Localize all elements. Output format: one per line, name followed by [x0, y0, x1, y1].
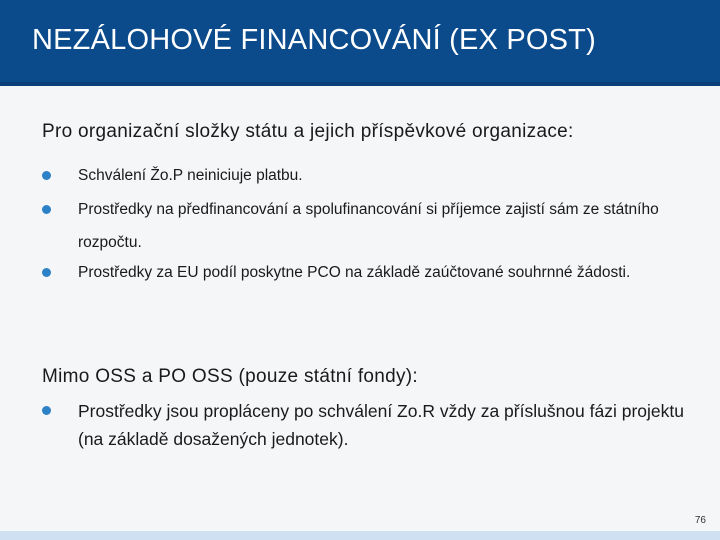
- section-heading-oss: Pro organizační složky státu a jejich příspěvkové organizace:: [42, 121, 574, 142]
- bullet-text: Prostředky za EU podíl poskytne PCO na základě zaúčtované souhrnné žádosti.: [78, 264, 631, 281]
- bullet-text: Prostředky na předfinancování a spolufinancování si příjemce zajistí sám ze státního rozpočtu.: [78, 201, 659, 251]
- bullet-text: Schválení Žo.P neiniciuje platbu.: [78, 167, 303, 184]
- bottom-strip: [0, 531, 720, 540]
- bullet-dot-icon: [42, 205, 51, 214]
- bullet-dot-icon: [42, 171, 51, 180]
- slide-title: NEZÁLOHOVÉ FINANCOVÁNÍ (EX POST): [32, 24, 596, 56]
- bullet-dot-icon: [42, 268, 51, 277]
- page-number: 76: [694, 515, 706, 526]
- title-bar: [0, 0, 720, 86]
- bullet-dot-icon: [42, 406, 51, 415]
- bullet-text: Prostředky jsou propláceny po schválení Zo.R vždy za příslušnou fázi projektu (na základě dosažených jednotek).: [78, 401, 684, 449]
- section-heading-state-funds: Mimo OSS a PO OSS (pouze státní fondy):: [42, 366, 419, 387]
